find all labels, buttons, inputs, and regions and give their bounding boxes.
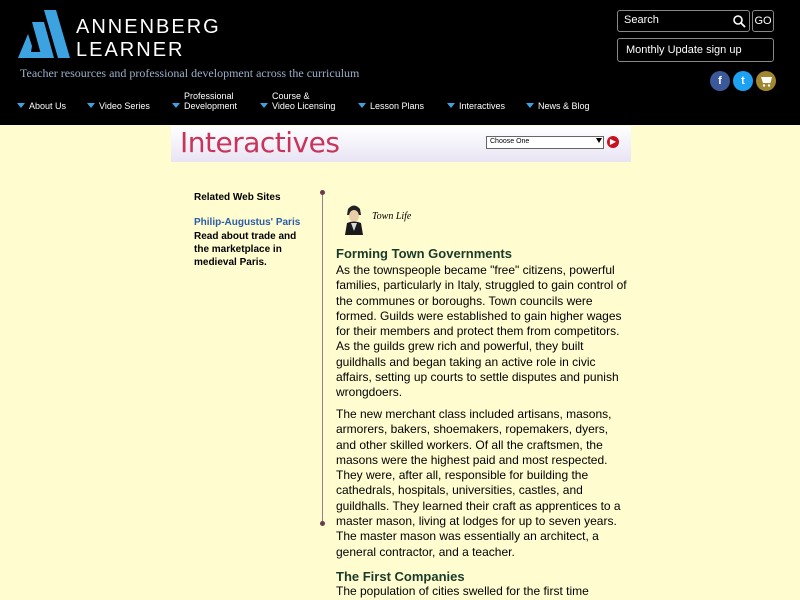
nav-professional-development-line2[interactable]: Development	[184, 101, 238, 111]
chevron-down-icon	[87, 103, 95, 108]
paragraph-first-companies: The population of cities swelled for the first time	[336, 584, 589, 598]
search-input[interactable]: Search	[617, 10, 750, 32]
logo-text-learner[interactable]: LEARNER	[76, 39, 185, 61]
go-arrow-icon[interactable]: ▶	[607, 136, 619, 148]
section-heading-first-companies: The First Companies	[336, 569, 465, 584]
nav-course-licensing-line2[interactable]: Video Licensing	[272, 101, 336, 111]
search-go-button[interactable]: GO	[752, 10, 774, 32]
timeline-divider	[322, 192, 323, 524]
annenberg-logo-icon[interactable]	[18, 10, 70, 58]
chevron-down-icon	[172, 103, 180, 108]
paragraph-merchant-class: The new merchant class included artisans, masons, armorers, bakers, shoemakers, ropemakers, dyers, and other skilled workers. Of all the craftsmen, the masons were the highest paid and most respected. They were, after all, responsible for building the cathedrals, hospitals, universities, castles, and guildhalls. They learned their craft as apprentices to a master mason, living at lodges for up to seven years. The master mason was essentially an architect, a general contractor, and a teacher.	[336, 407, 621, 559]
divider-dot	[320, 521, 325, 526]
search-icon[interactable]	[732, 14, 746, 28]
chevron-down-icon	[260, 103, 268, 108]
chevron-down-icon[interactable]	[596, 138, 602, 143]
monthly-update-signup-button[interactable]: Monthly Update sign up	[617, 38, 774, 62]
town-life-label: Town Life	[372, 211, 412, 222]
cart-icon[interactable]	[756, 71, 776, 91]
interactives-title[interactable]: Interactives	[180, 126, 340, 159]
town-life-figure-icon	[339, 203, 369, 235]
chevron-down-icon	[526, 103, 534, 108]
paragraph-town-governments: As the townspeople became "free" citizens, powerful families, particularly in Italy, struggled to gain control of the communes or boroughs. Town councils were formed. Guilds were established to gain higher wages for their members and protect them from competitors. As the guilds grew rich and powerful, they built guildhalls and began taking an active role in civic affairs, setting up courts to settle disputes and punish wrongdoers.	[336, 263, 627, 400]
nav-news-blog[interactable]: News & Blog	[538, 101, 590, 111]
related-site-description: Read about trade and the marketplace in medieval Paris.	[194, 231, 297, 268]
chevron-down-icon	[358, 103, 366, 108]
nav-lesson-plans[interactable]: Lesson Plans	[370, 101, 425, 111]
related-site-link[interactable]: Philip-Augustus' Paris	[194, 217, 301, 228]
nav-professional-development-line1[interactable]: Professional	[184, 91, 234, 101]
choose-one-select[interactable]: Choose One	[486, 136, 604, 149]
divider-dot	[320, 190, 325, 195]
twitter-icon[interactable]: t	[733, 71, 753, 91]
section-heading-town-governments: Forming Town Governments	[336, 246, 512, 261]
chevron-down-icon	[17, 103, 25, 108]
nav-video-series[interactable]: Video Series	[99, 101, 150, 111]
nav-interactives[interactable]: Interactives	[459, 101, 506, 111]
chevron-down-icon	[447, 103, 455, 108]
nav-course-licensing-line1[interactable]: Course &	[272, 91, 310, 101]
logo-text-annenberg[interactable]: ANNENBERG	[76, 16, 221, 38]
related-sites-heading: Related Web Sites	[194, 192, 281, 203]
facebook-icon[interactable]: f	[710, 71, 730, 91]
nav-about-us[interactable]: About Us	[29, 101, 67, 111]
tagline: Teacher resources and professional development across the curriculum	[20, 66, 360, 80]
